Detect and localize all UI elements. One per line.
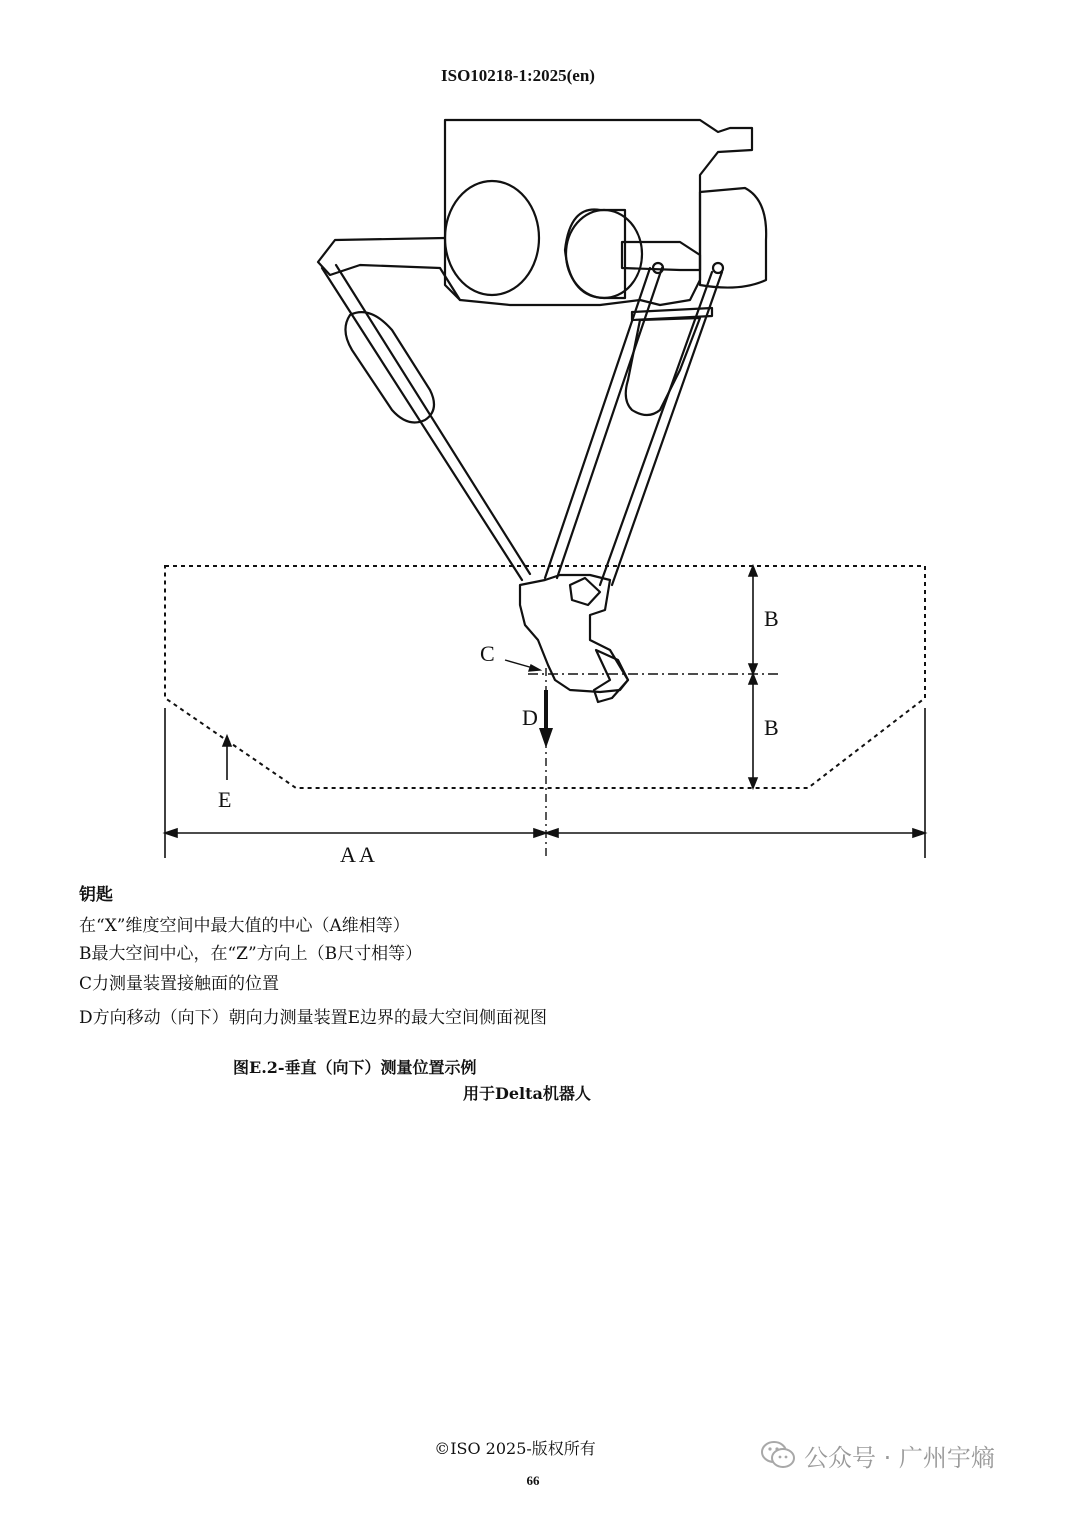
key-item: D方向移动（向下）朝向力测量装置E边界的最大空间侧面视图	[79, 1008, 548, 1028]
key-item: C力测量装置接触面的位置	[79, 974, 280, 994]
label-c: C	[480, 641, 495, 666]
figure-caption-line2: 用于Delta机器人	[463, 1084, 591, 1103]
watermark	[760, 1437, 995, 1473]
forearm-right-rod-a	[545, 268, 650, 578]
label-aa: A A	[340, 842, 375, 867]
figure-caption-line1: 图E.2-垂直（向下）测量位置示例	[233, 1058, 477, 1077]
page-number: 66	[526, 1473, 540, 1488]
direction-arrow-d	[539, 690, 553, 748]
wechat-icon	[760, 1439, 796, 1471]
copyright-notice: ©ISO 2025-版权所有	[434, 1439, 596, 1458]
document-header-title: ISO10218-1:2025(en)	[441, 66, 595, 85]
label-e: E	[218, 787, 232, 812]
motor-middle	[565, 210, 625, 299]
motor-middle-face	[566, 210, 642, 298]
label-b-upper: B	[764, 606, 779, 631]
motor-housing-right	[700, 188, 766, 288]
motor-shaft	[622, 242, 700, 270]
arm-capsule-left	[345, 312, 434, 422]
key-title: 钥匙	[79, 885, 113, 905]
end-effector-tool	[594, 650, 628, 702]
motor-left	[445, 181, 539, 295]
forearm-right-rod-b	[557, 268, 662, 578]
robot-base-housing	[445, 120, 752, 305]
key-item: B最大空间中心，在“Z”方向上（B尺寸相等）	[79, 944, 423, 964]
watermark-text: 公众号 · 广州宇熵	[804, 1443, 995, 1472]
workspace-boundary	[165, 566, 925, 788]
forearm-left-rod-a	[322, 268, 522, 580]
label-b-lower: B	[764, 715, 779, 740]
forearm-left-rod-b	[336, 265, 530, 574]
label-d: D	[522, 705, 538, 730]
key-item: 在“X”维度空间中最大值的中心（A维相等）	[79, 916, 410, 936]
